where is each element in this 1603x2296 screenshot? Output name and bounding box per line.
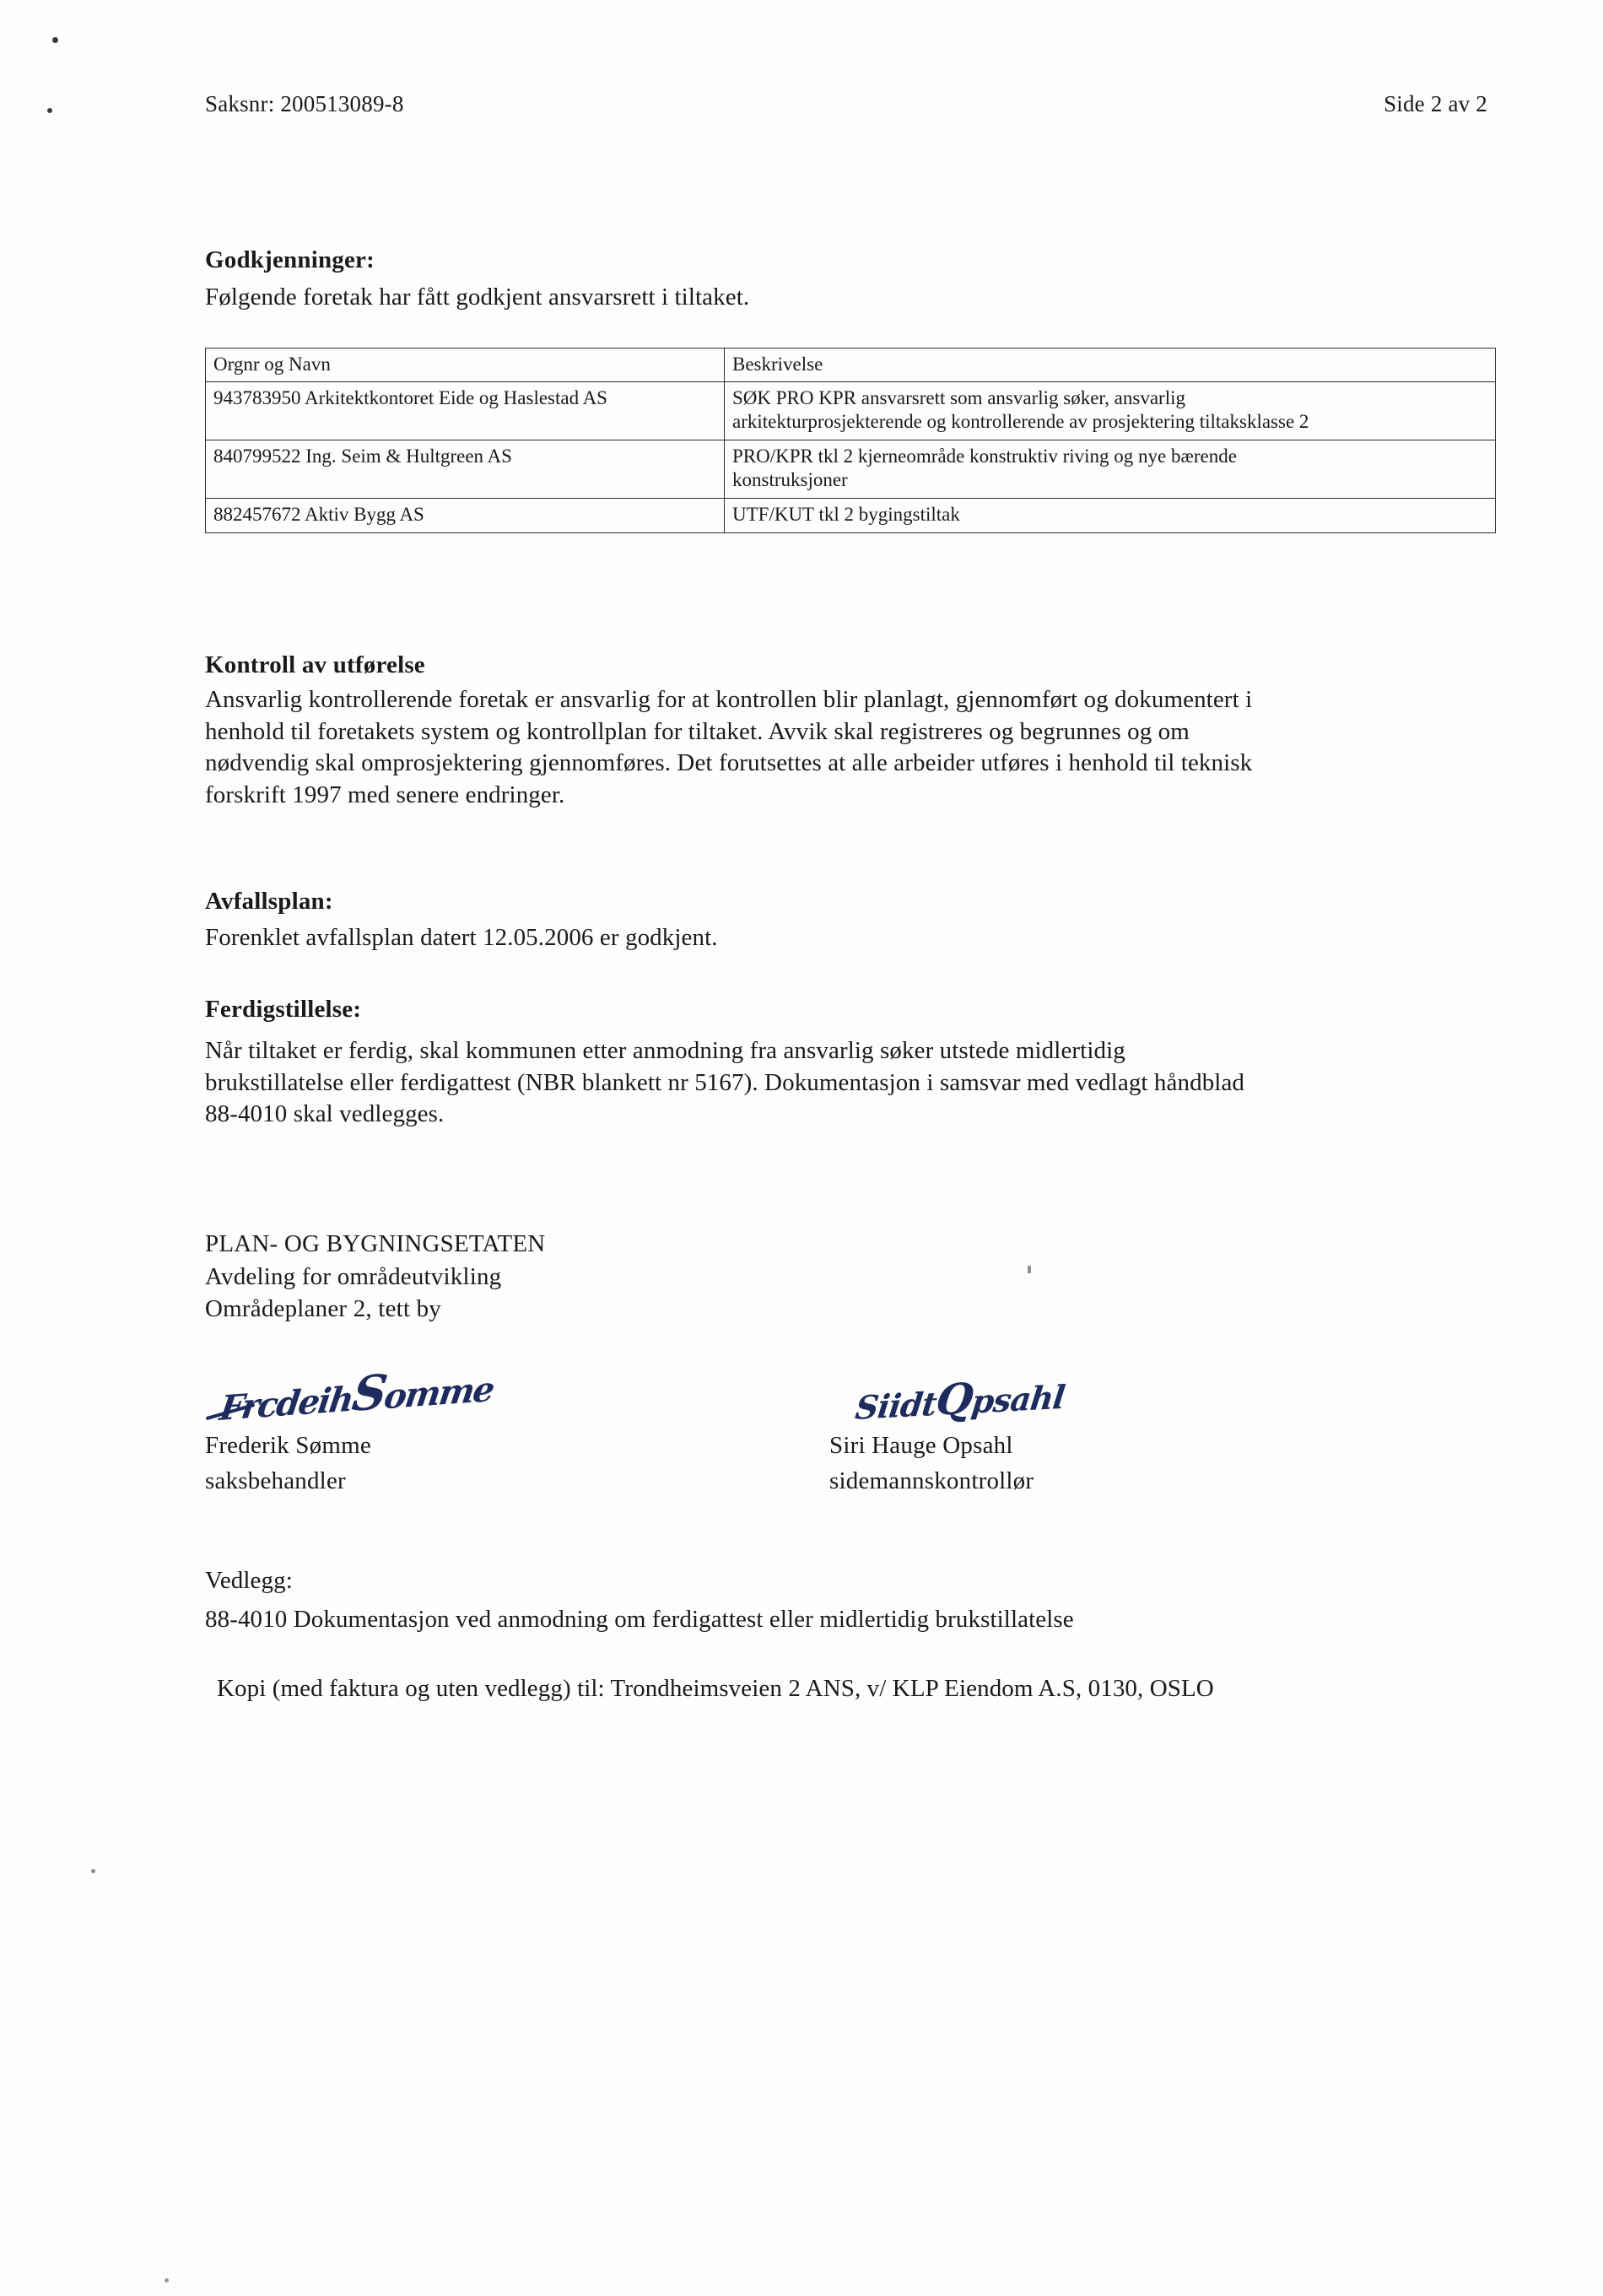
cell-beskrivelse-line: UTF/KUT tkl 2 bygingstiltak — [732, 504, 960, 526]
avfallsplan-text: Forenklet avfallsplan datert 12.05.2006 er godkjent. — [205, 924, 718, 951]
copy-recipients-text: Kopi (med faktura og uten vedlegg) til: Trondheimsveien 2 ANS, v/ KLP Eiendom A.S, 0130, OSLO — [217, 1675, 1214, 1702]
cell-beskrivelse-line: PRO/KPR tkl 2 kjerneområde konstruktiv riving og nye bærende — [732, 446, 1237, 467]
signature-area — [205, 1364, 1386, 1532]
signatory-role: saksbehandler — [205, 1467, 346, 1494]
case-number: Saksnr: 200513089-8 — [205, 91, 404, 116]
kontroll-line: henhold til foretakets system og kontrollplan for tiltaket. Avvik skal registreres og begrunnes og om — [205, 717, 1190, 745]
office-department: Avdeling for områdeutvikling — [205, 1262, 502, 1290]
scan-artifact-dot — [47, 108, 52, 113]
column-header-beskrivelse: Beskrivelse — [725, 348, 1496, 382]
section-ferdigstillelse — [205, 996, 1504, 1131]
section-heading-avfallsplan: Avfallsplan: — [205, 888, 333, 915]
ferdigstillelse-line: Når tiltaket er ferdig, skal kommunen etter anmodning fra ansvarlig søker utstede midlertidig — [205, 1037, 1125, 1064]
cell-orgnr-navn: 882457672 Aktiv Bygg AS — [206, 499, 725, 533]
approvals-table — [205, 348, 1496, 533]
ferdigstillelse-line: brukstillatelse eller ferdigattest (NBR blankett nr 5167). Dokumentasjon i samsvar med vedlagt håndblad — [205, 1068, 1245, 1096]
section-kontroll-av-utforelse — [205, 651, 1487, 812]
kontroll-paragraph — [205, 684, 1487, 812]
ferdigstillelse-line: 88-4010 skal vedlegges. — [205, 1100, 445, 1128]
signature-scrawl-part: Q — [933, 1373, 976, 1426]
section-heading-vedlegg: Vedlegg: — [205, 1567, 293, 1594]
signature-scrawl-part: Frcde — [217, 1381, 321, 1429]
signature-scrawl-part: psahl — [969, 1377, 1067, 1421]
section-heading-ferdigstillelse: Ferdigstillelse: — [205, 996, 362, 1023]
issuing-office — [205, 1228, 964, 1326]
ferdigstillelse-paragraph — [205, 1035, 1504, 1131]
copy-recipients — [217, 1675, 1567, 1703]
office-name: PLAN- OG BYGNINGSETATEN — [205, 1230, 546, 1257]
kontroll-line: nødvendig skal omprosjektering gjennomføres. Det forutsettes at alle arbeider utføres i henhold til teknisk — [205, 749, 1253, 777]
page-number: Side 2 av 2 — [1384, 91, 1487, 116]
scan-artifact-mark — [1028, 1266, 1031, 1273]
cell-orgnr-navn: 840799522 Ing. Seim & Hultgreen AS — [206, 440, 725, 499]
table-row — [206, 382, 1496, 440]
table-row — [206, 499, 1496, 533]
cell-beskrivelse-line: SØK PRO KPR ansvarsrett som ansvarlig søker, ansvarlig — [732, 387, 1185, 409]
office-unit: Områdeplaner 2, tett by — [205, 1295, 442, 1323]
godkjenninger-intro: Følgende foretak har fått godkjent ansvarsrett i tiltaket. — [205, 284, 750, 311]
cell-beskrivelse — [725, 499, 1496, 533]
handwritten-signature — [853, 1369, 1068, 1429]
signature-scrawl-part: S — [348, 1364, 390, 1424]
section-heading-godkjenninger: Godkjenninger: — [205, 246, 375, 273]
cell-beskrivelse-line: konstruksjoner — [732, 469, 848, 491]
table-header-row — [206, 348, 1496, 382]
section-vedlegg — [205, 1565, 1471, 1635]
cell-beskrivelse-line: arkitekturprosjekterende og kontrollerende av prosjektering tiltaksklasse 2 — [732, 411, 1309, 433]
signatory-name: Frederik Sømme — [205, 1432, 371, 1459]
table-row — [206, 440, 1496, 499]
kontroll-line: Ansvarlig kontrollerende foretak er ansvarlig for at kontrollen blir planlagt, gjennomført og dokumentert i — [205, 686, 1253, 713]
scan-artifact-dot — [91, 1869, 95, 1873]
scan-artifact-dot — [165, 2278, 169, 2282]
signatory-name: Siri Hauge Opsahl — [829, 1432, 1013, 1459]
section-heading-kontroll: Kontroll av utførelse — [205, 651, 425, 678]
section-godkjenninger — [205, 246, 1471, 314]
handwritten-signature — [217, 1357, 498, 1432]
signature-scrawl-part: Siidt — [853, 1384, 939, 1427]
signature-scrawl-part: omme — [381, 1369, 496, 1418]
kontroll-line: forskrift 1997 med senere endringer. — [205, 781, 565, 809]
signature-scrawl-part: ih — [315, 1379, 355, 1422]
cell-orgnr-navn: 943783950 Arkitektkontoret Eide og Haslestad AS — [206, 382, 725, 440]
cell-beskrivelse — [725, 382, 1496, 440]
scan-artifact-dot — [52, 37, 58, 43]
document-header — [205, 91, 1487, 117]
section-avfallsplan — [205, 888, 1386, 954]
column-header-orgnr-navn: Orgnr og Navn — [206, 348, 725, 382]
signatory-role: sidemannskontrollør — [829, 1467, 1034, 1494]
cell-beskrivelse — [725, 440, 1496, 499]
vedlegg-text: 88-4010 Dokumentasjon ved anmodning om ferdigattest eller midlertidig brukstillatelse — [205, 1605, 1074, 1633]
